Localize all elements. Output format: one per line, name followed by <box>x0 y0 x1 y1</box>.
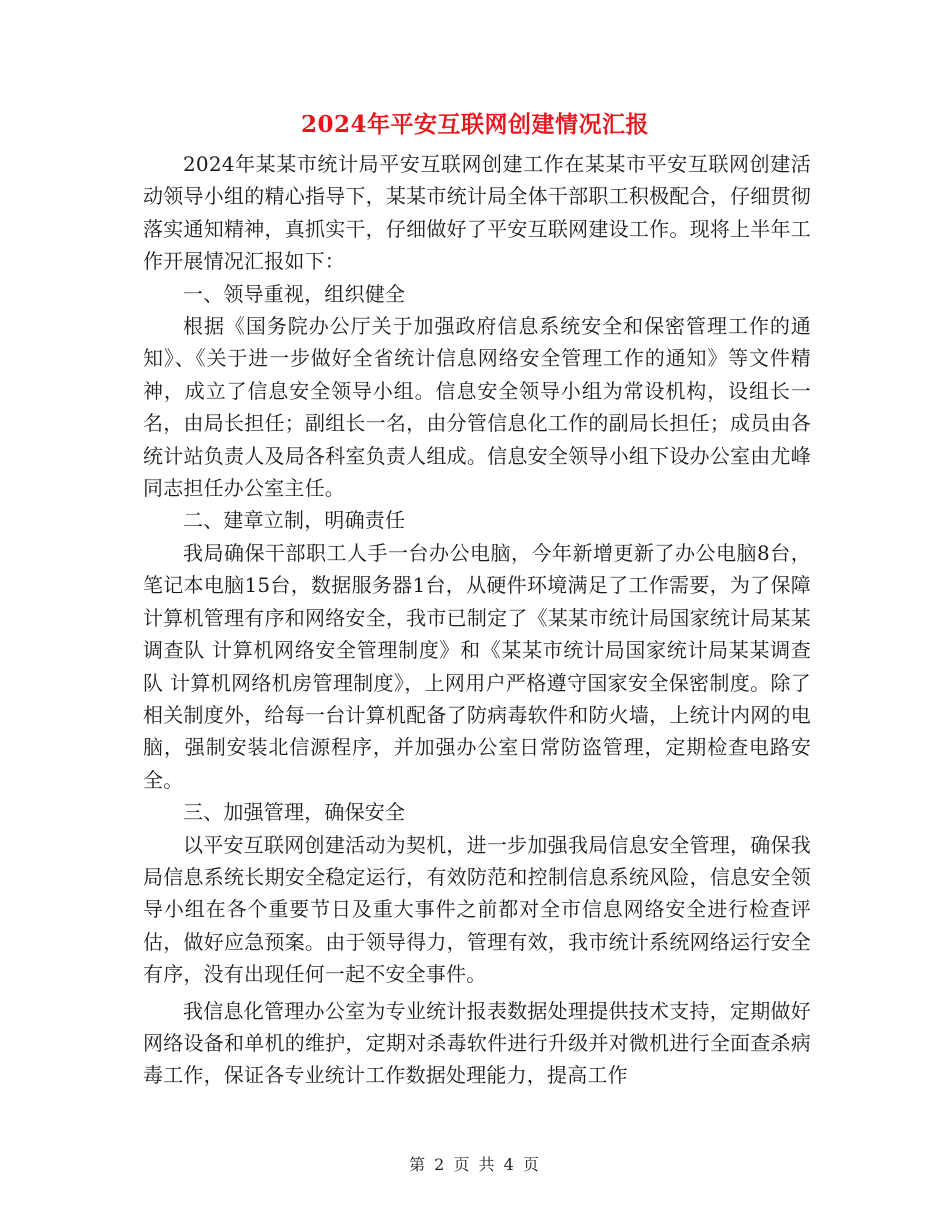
section-2-paragraph: 我局确保干部职工人手一台办公电脑，今年新增更新了办公电脑8台，笔记本电脑15台，数据服务器1台，从硬件环境满足了工作需要，为了保障计算机管理有序和网络安全，我市已制定了《某某市统计局国家统计局某某调查队 计算机网络安全管理制度》和《某某市统计局国家统计局某某调查队 计算机网络机房管理制度》，上网用户严格遵守国家安全保密制度。除了相关制度外，给每一台计算机配备了防病毒软件和防火墙，上统计内网的电脑，强制安装北信源程序，并加强办公室日常防盗管理，定期检查电路安全。 <box>143 540 811 792</box>
section-3-paragraph-2: 我信息化管理办公室为专业统计报表数据处理提供技术支持，定期做好网络设备和单机的维护，定期对杀毒软件进行升级并对微机进行全面查杀病毒工作，保证各专业统计工作数据处理能力，提高工作 <box>143 998 811 1088</box>
section-heading-2: 二、建章立制，明确责任 <box>183 508 406 533</box>
page-indicator: 第 2 页 共 4 页 <box>409 1155 541 1174</box>
section-heading-3: 三、加强管理，确保安全 <box>183 800 406 825</box>
section-3-paragraph: 以平安互联网创建活动为契机，进一步加强我局信息安全管理，确保我局信息系统长期安全稳定运行，有效防范和控制信息系统风险，信息安全领导小组在各个重要节日及重大事件之前都对全市信息网络安全进行检查评估，做好应急预案。由于领导得力，管理有效，我市统计系统网络运行安全有序，没有出现任何一起不安全事件。 <box>143 832 811 987</box>
section-heading-1: 一、领导重视，组织健全 <box>183 281 406 306</box>
document-body <box>143 148 811 1092</box>
intro-paragraph: 2024年某某市统计局平安互联网创建工作在某某市平安互联网创建活动领导小组的精心指导下，某某市统计局全体干部职工积极配合，仔细贯彻落实通知精神，真抓实干，仔细做好了平安互联网建设工作。现将上半年工作开展情况汇报如下： <box>143 152 811 274</box>
section-1-paragraph: 根据《国务院办公厅关于加强政府信息系统安全和保密管理工作的通知》、《关于进一步做好全省统计信息网络安全管理工作的通知》等文件精神，成立了信息安全领导小组。信息安全领导小组为常设机构，设组长一名，由局长担任；副组长一名，由分管信息化工作的副局长担任；成员由各统计站负责人及局各科室负责人组成。信息安全领导小组下设办公室由尤峰同志担任办公室主任。 <box>143 314 811 501</box>
document-title: 2024年平安互联网创建情况汇报 <box>300 111 649 138</box>
